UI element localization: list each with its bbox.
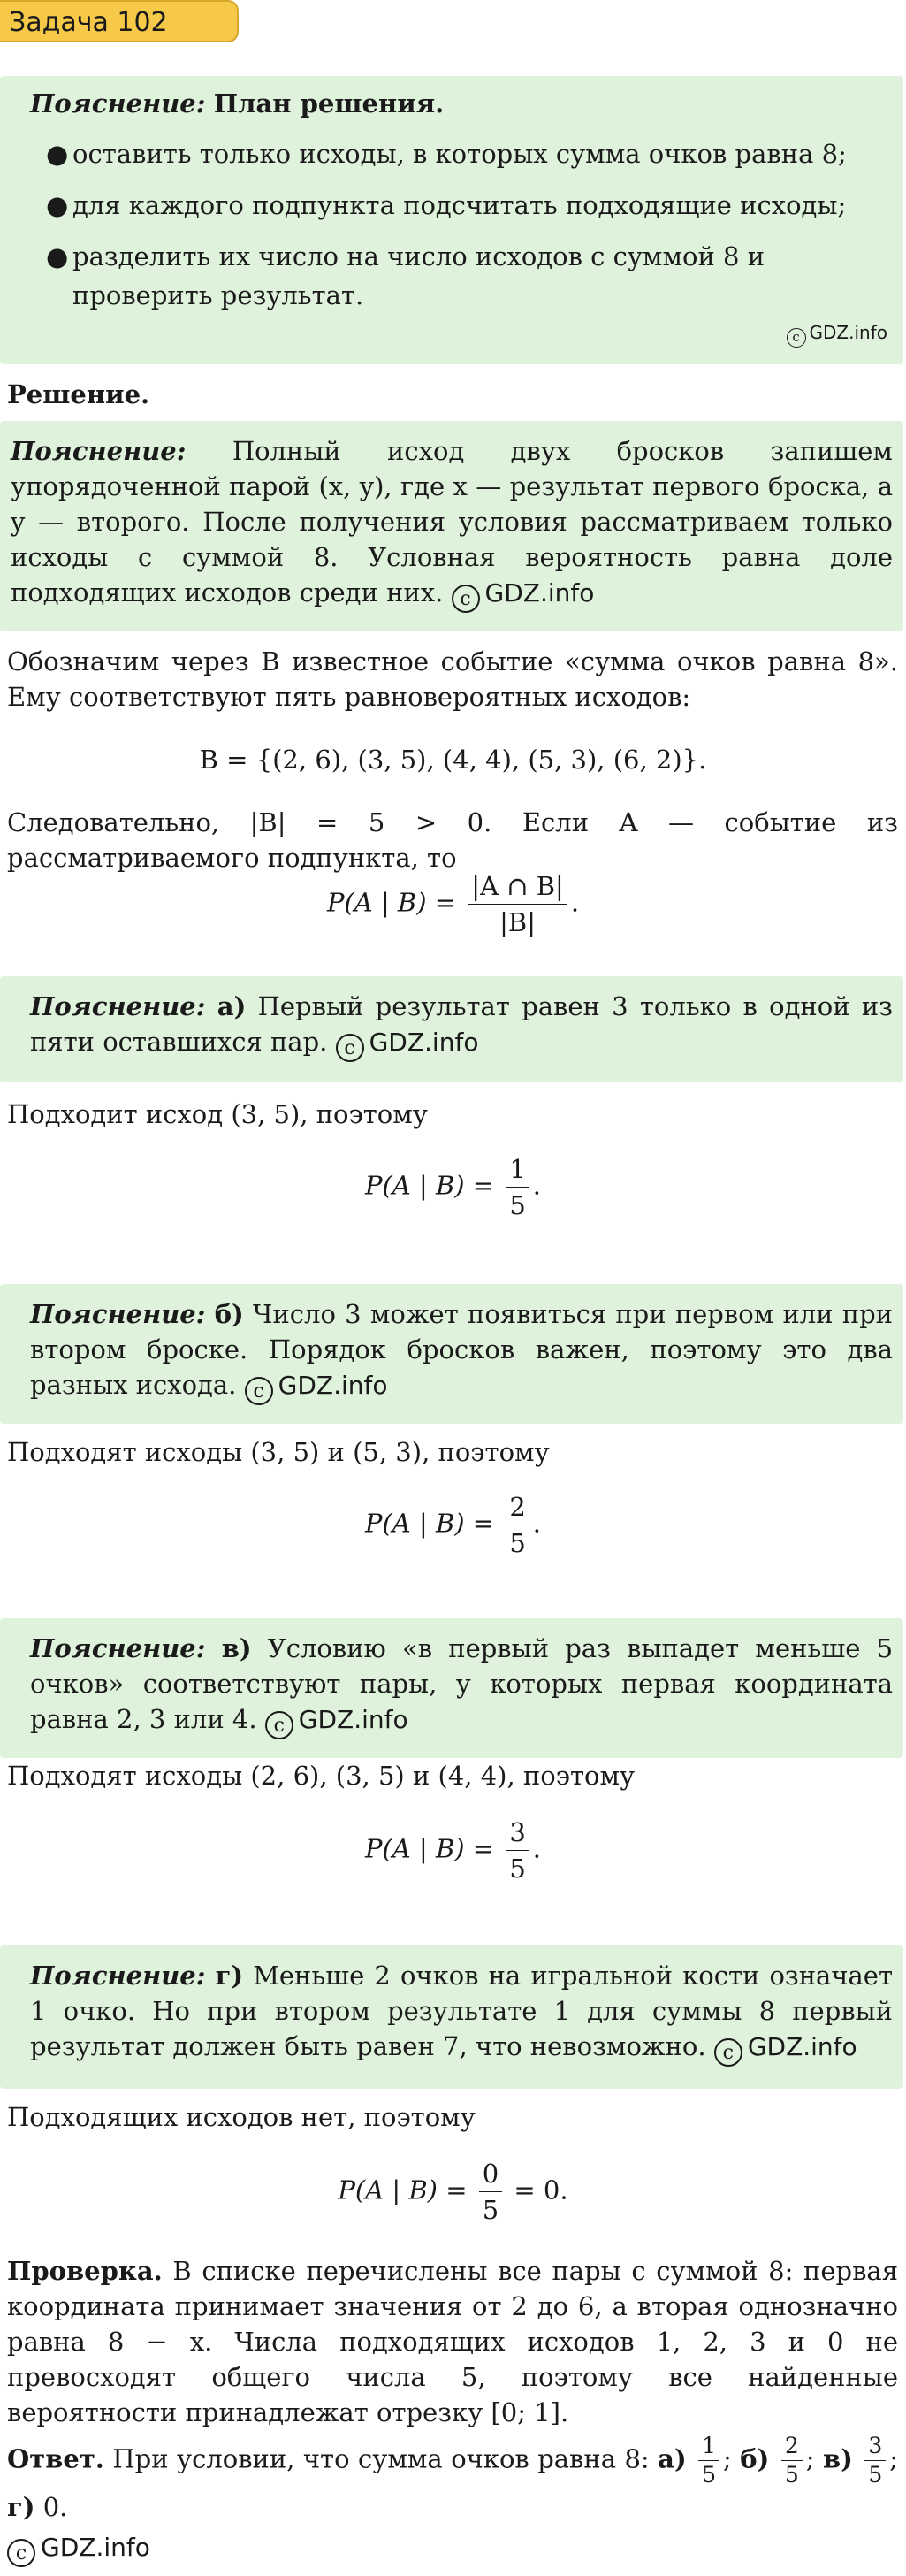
answer-label: Ответ. bbox=[7, 2443, 104, 2474]
copyright-icon: c bbox=[714, 2038, 742, 2067]
explanation-v: Пояснение: в) Условию «в первый раз выпадет меньше 5 очков» соответствуют пары, у которых первая координата равна 2, 3 или 4. c GDZ.info bbox=[0, 1618, 903, 1758]
plan-list bbox=[0, 134, 903, 315]
explanation-label: Пояснение: bbox=[11, 436, 187, 466]
explanation-text: Полный исход двух бросков запишем упорядоченной парой (x, y), где x — результат первого броска, а y — второго. После получения условия рассматриваем только исходы с суммой 8. Условная вероятность равна доле подходящих исходов среди них. bbox=[11, 436, 893, 608]
plan-block bbox=[0, 76, 903, 364]
formula-g: P(A | B) = $\frac{0}{5}$ = 0. bbox=[338, 2159, 568, 2225]
copyright-icon: c bbox=[336, 1034, 364, 1062]
check-paragraph bbox=[0, 2253, 903, 2430]
check-label: Проверка. bbox=[7, 2256, 163, 2286]
footer-copyright: c GDZ.info bbox=[7, 2533, 150, 2567]
plan-heading: План решения. bbox=[213, 88, 445, 118]
condition-text: Следовательно, |B| = 5 > 0. Если A — событие из рассматриваемого подпункта, то bbox=[7, 807, 899, 873]
task-title: Задача 102 bbox=[0, 0, 239, 42]
copyright-icon: c bbox=[7, 2539, 35, 2567]
bullet-icon: ● bbox=[46, 139, 69, 169]
explanation-a: Пояснение: а) Первый результат равен 3 только в одной из пяти оставшихся пар. c GDZ.info bbox=[0, 976, 903, 1082]
solution-heading: Решение. bbox=[7, 379, 150, 409]
copyright-icon: c bbox=[787, 328, 806, 348]
copyright-icon: c bbox=[265, 1711, 293, 1739]
bullet-icon: ● bbox=[46, 190, 69, 220]
formula-b: P(A | B) = $\frac{2}{5}$ . bbox=[364, 1492, 541, 1558]
explanation-b: Пояснение: б) Число 3 может появиться при первом или при втором броске. Порядок бросков важен, поэтому это два разных исхода. c GDZ.info bbox=[0, 1284, 903, 1424]
answer-b-text: Подходят исходы (3, 5) и (5, 3), поэтому bbox=[7, 1437, 550, 1467]
formula-conditional: P(A | B) = $\frac{|A \cap B|}{|B|}$ . bbox=[326, 871, 580, 937]
copyright-icon: c bbox=[245, 1377, 273, 1405]
formula-b-set: B = {(2, 6), (3, 5), (4, 4), (5, 3), (6, 2)}. bbox=[199, 745, 707, 775]
list-item: ● оставить только исходы, в которых сумма очков равна 8; bbox=[0, 134, 903, 173]
answer-paragraph: Ответ. При условии, что сумма очков равна 8: а) $\frac{1}{5}$ ; б) $\frac{2}{5}$ ; в) $\frac{3}{5}$ ; г) 0. bbox=[7, 2433, 899, 2522]
event-definition: Обозначим через B известное событие «сумма очков равна 8». Ему соответствуют пять равновероятных исходов: bbox=[7, 646, 898, 712]
formula-v: P(A | B) = $\frac{3}{5}$ . bbox=[364, 1817, 541, 1884]
list-item: ● для каждого подпункта подсчитать подходящие исходы; bbox=[0, 186, 903, 225]
list-item: ● разделить их число на число исходов с суммой 8 и проверить результат. bbox=[0, 237, 903, 315]
answer-a-text: Подходит исход (3, 5), поэтому bbox=[7, 1099, 428, 1129]
copyright-icon: c bbox=[452, 585, 480, 613]
bullet-icon: ● bbox=[46, 241, 69, 271]
formula-a: P(A | B) = $\frac{1}{5}$ . bbox=[364, 1154, 541, 1220]
plan-label: Пояснение: bbox=[30, 88, 206, 118]
plan-copyright: c GDZ.info bbox=[787, 322, 887, 348]
explanation-copyright: c GDZ.info bbox=[452, 578, 595, 608]
answer-g-text: Подходящих исходов нет, поэтому bbox=[7, 2102, 476, 2132]
answer-v-text: Подходят исходы (2, 6), (3, 5) и (4, 4), поэтому bbox=[7, 1761, 636, 1791]
explanation-intro bbox=[0, 421, 903, 631]
explanation-g: Пояснение: г) Меньше 2 очков на игральной кости означает 1 очко. Но при втором результате 1 для суммы 8 первый результат должен быть равен 7, что невозможно. c GDZ.info bbox=[0, 1945, 903, 2089]
check-text: В списке перечислены все пары с суммой 8: первая координата принимает значения от 2 до 6, а вторая однозначно равна 8 − x. Числа подходящих исходов 1, 2, 3 и 0 не превосходят общего числа 5, поэтому все найденные вероятности принадлежат отрезку [0; 1]. bbox=[7, 2256, 899, 2427]
